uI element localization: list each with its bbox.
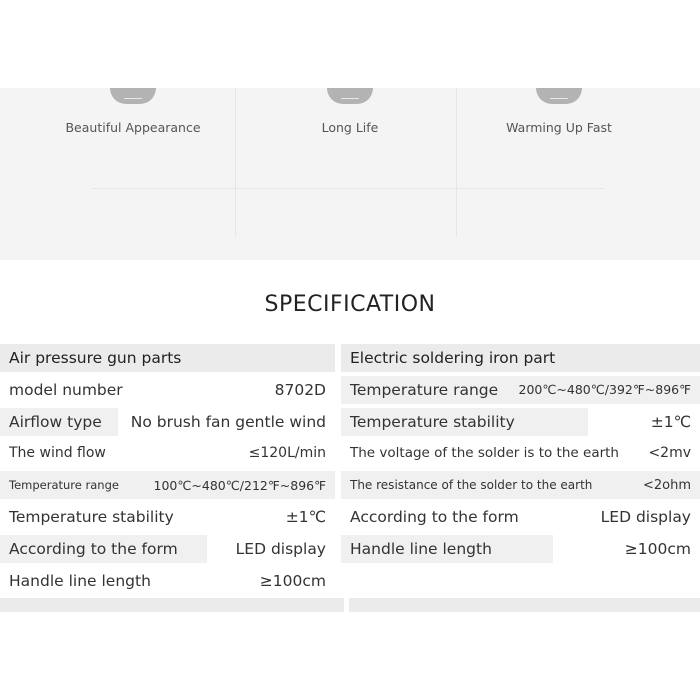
spec-row [0, 567, 335, 595]
spec-title: SPECIFICATION [264, 292, 436, 317]
spec-header [341, 344, 700, 372]
spec-row [0, 503, 335, 531]
spec-row [341, 503, 700, 531]
spec-row [0, 535, 335, 563]
spec-value: ≤120L/min [248, 445, 326, 462]
spec-table-soldering-iron [341, 344, 700, 598]
table-footer-bar [0, 598, 344, 612]
heater-icon [536, 88, 582, 104]
spec-value: 200℃~480℃/392℉~896℉ [518, 382, 691, 398]
spec-header [0, 344, 335, 372]
spec-value: 100℃~480℃/212℉~896℉ [153, 477, 326, 493]
spec-row [0, 471, 335, 499]
spec-header-label: Air pressure gun parts [9, 349, 182, 367]
spec-value: ±1℃ [285, 507, 326, 526]
spec-key: The resistance of the solder to the earth [350, 478, 593, 493]
spec-key: Temperature range [350, 380, 499, 399]
feature-label: Beautiful Appearance [65, 120, 201, 135]
spec-value: 8702D [274, 380, 326, 399]
feature-label: Long Life [321, 120, 379, 135]
feature-long-life [233, 88, 467, 135]
spec-table-air-gun [0, 344, 335, 598]
spec-key: According to the form [0, 535, 207, 563]
spec-value: ≥100cm [624, 539, 691, 558]
spec-row [0, 376, 335, 404]
spec-row [341, 535, 700, 563]
spec-row [0, 439, 335, 467]
spec-value: ≥100cm [259, 571, 326, 590]
spec-value: No brush fan gentle wind [130, 412, 326, 431]
feature-label: Warming Up Fast [506, 120, 612, 135]
spec-row-empty [341, 567, 700, 595]
spec-value: LED display [600, 507, 691, 526]
spec-key: The wind flow [9, 445, 106, 462]
spec-key: Airflow type [0, 408, 118, 436]
spec-key: Temperature stability [341, 408, 588, 436]
spec-row [341, 471, 700, 499]
spec-key: Handle line length [341, 535, 553, 563]
spec-key: Temperature range [9, 478, 119, 493]
shield-icon [110, 88, 156, 104]
spec-key: Handle line length [9, 571, 151, 590]
spec-key: Temperature stability [9, 507, 174, 526]
spec-value: ±1℃ [650, 412, 691, 431]
spec-key: According to the form [350, 507, 519, 526]
feature-divider-horizontal [92, 188, 604, 189]
spec-row [341, 376, 700, 404]
spec-row [341, 439, 700, 467]
feature-beautiful-appearance [16, 88, 250, 135]
feature-warming-up-fast [442, 88, 676, 135]
spec-value: LED display [235, 539, 326, 558]
spec-key: The voltage of the solder is to the earth [350, 445, 619, 462]
spec-value: <2ohm [642, 477, 691, 493]
table-footer-bar [349, 598, 700, 612]
spec-value: <2mv [648, 445, 691, 462]
spec-row [341, 408, 700, 436]
spec-key: model number [9, 380, 123, 399]
battery-icon [327, 88, 373, 104]
spec-row [0, 408, 335, 436]
spec-header-label: Electric soldering iron part [350, 349, 556, 367]
